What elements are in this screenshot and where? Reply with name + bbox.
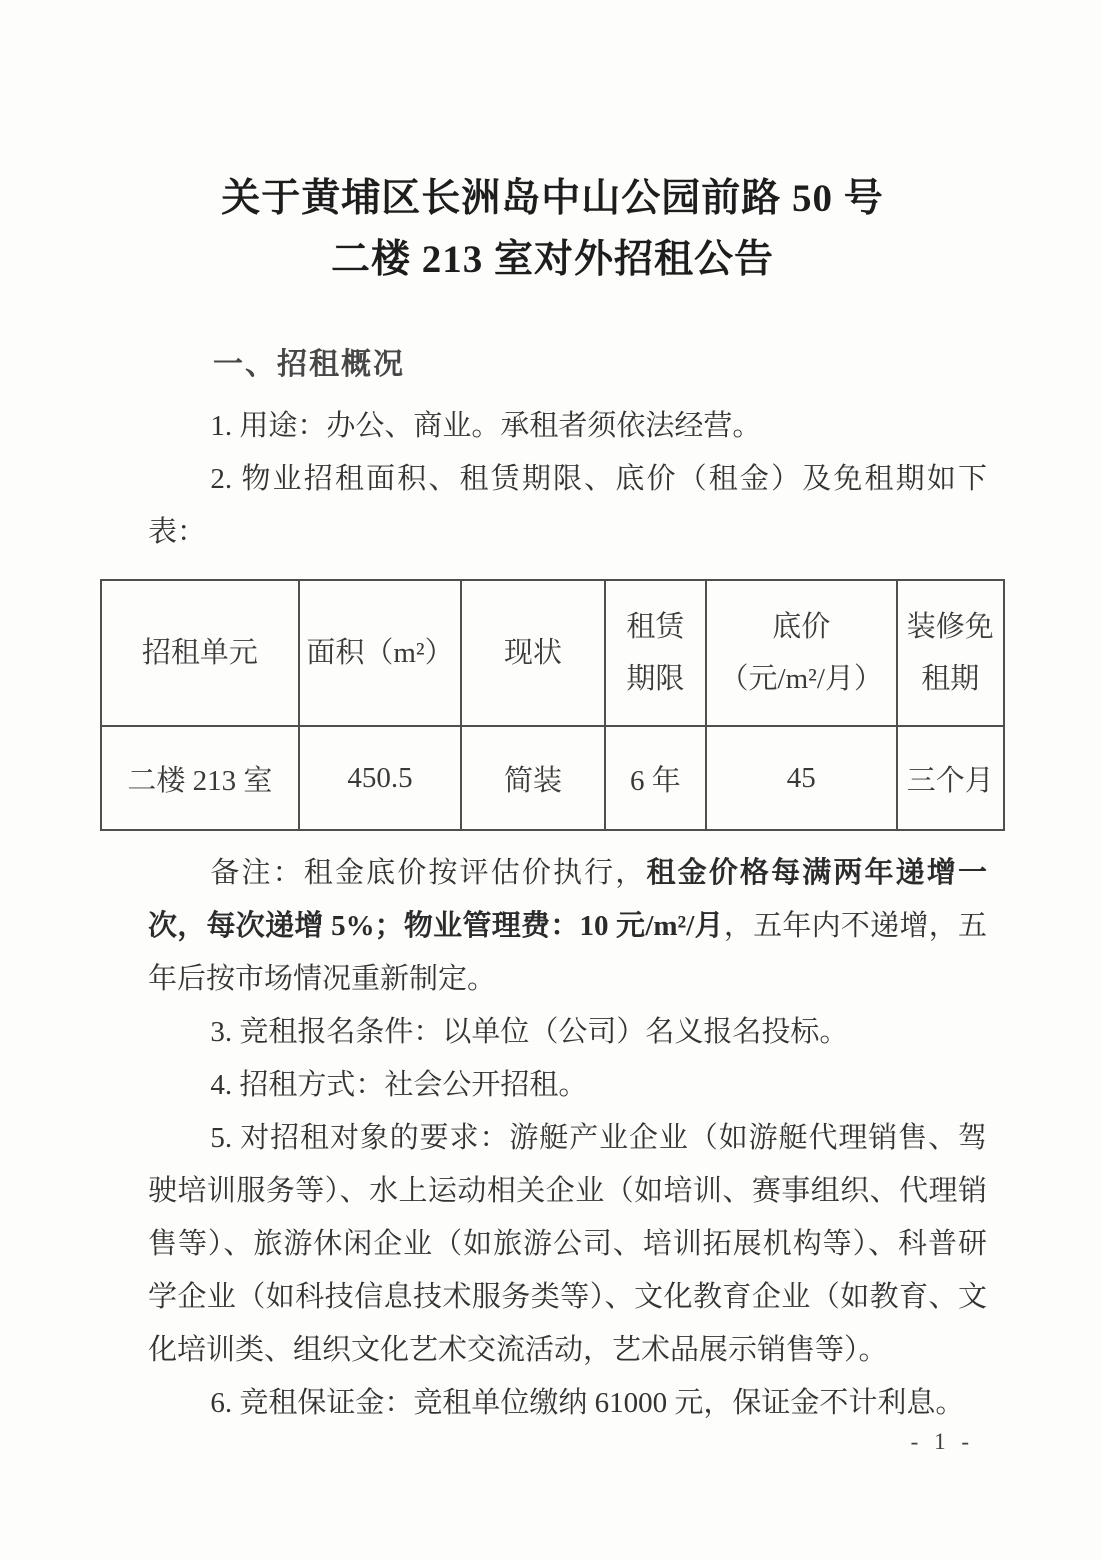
table-header-row xyxy=(101,580,1004,726)
cell-condition: 简装 xyxy=(461,726,605,830)
paragraph-item-6: 6. 竞租保证金：竞租单位缴纳 61000 元，保证金不计利息。 xyxy=(210,1387,965,1419)
col-header-term xyxy=(605,580,706,726)
col-header-condition-label: 现状 xyxy=(504,637,563,669)
page-number: - 1 - xyxy=(910,1429,974,1454)
col-header-rentfree xyxy=(897,580,1005,726)
cell-price: 45 xyxy=(706,726,897,830)
col-header-condition xyxy=(461,580,605,726)
col-header-rentfree-line1: 装修免 xyxy=(906,611,994,643)
section-heading: 一、招租概况 xyxy=(213,348,405,381)
remark-part-3: ，五年内不递增，五年后按市场情况重新制定。 xyxy=(148,910,987,995)
remark-part-1: 备注：租金底价按评估价执行， xyxy=(210,857,647,889)
col-header-price-line2: （元/m²/月） xyxy=(719,663,883,695)
col-header-unit-label: 招租单元 xyxy=(141,637,258,669)
paragraph-item-3: 3. 竞租报名条件：以单位（公司）名义报名投标。 xyxy=(210,1016,849,1048)
col-header-unit xyxy=(101,580,299,726)
document-title xyxy=(100,168,1005,290)
paragraph-item-4: 4. 招租方式：社会公开招租。 xyxy=(210,1069,588,1101)
col-header-area-label: 面积（m²） xyxy=(306,637,454,669)
remark-part-2-bold: 租金价格每满两年递增一次，每次递增 5%；物业管理费：10 元/m²/月 xyxy=(148,857,987,942)
table-data-row xyxy=(101,726,1004,830)
cell-rentfree: 三个月 xyxy=(897,726,1005,830)
col-header-price-line1: 底价 xyxy=(772,611,831,643)
cell-unit: 二楼 213 室 xyxy=(101,726,299,830)
cell-term: 6 年 xyxy=(605,726,706,830)
paragraph-item-1: 1. 用途：办公、商业。承租者须依法经营。 xyxy=(210,410,762,442)
col-header-price xyxy=(706,580,897,726)
paragraph-item-2: 2. 物业招租面积、租赁期限、底价（租金）及免租期如下表： xyxy=(148,463,987,548)
col-header-area xyxy=(299,580,462,726)
col-header-rentfree-line2: 租期 xyxy=(921,663,980,695)
col-header-term-line1: 租赁 xyxy=(626,611,685,643)
title-line-1: 关于黄埔区长洲岛中山公园前路 50 号 xyxy=(221,177,884,220)
col-header-term-line2: 期限 xyxy=(626,663,685,695)
cell-area: 450.5 xyxy=(299,726,462,830)
remark-paragraph xyxy=(148,847,987,1006)
paragraph-item-5: 5. 对招租对象的要求：游艇产业企业（如游艇代理销售、驾驶培训服务等）、水上运动相关企业（如培训、赛事组织、代理销售等）、旅游休闲企业（如旅游公司、培训拓展机构等）、科普研学企业（如科技信息技术服务类等）、文化教育企业（如教育、文化培训类、组织文化艺术交流活动，艺术品展示销售等）。 xyxy=(148,1122,987,1366)
rental-table xyxy=(100,579,1005,831)
title-line-2: 二楼 213 室对外招租公告 xyxy=(330,238,774,281)
